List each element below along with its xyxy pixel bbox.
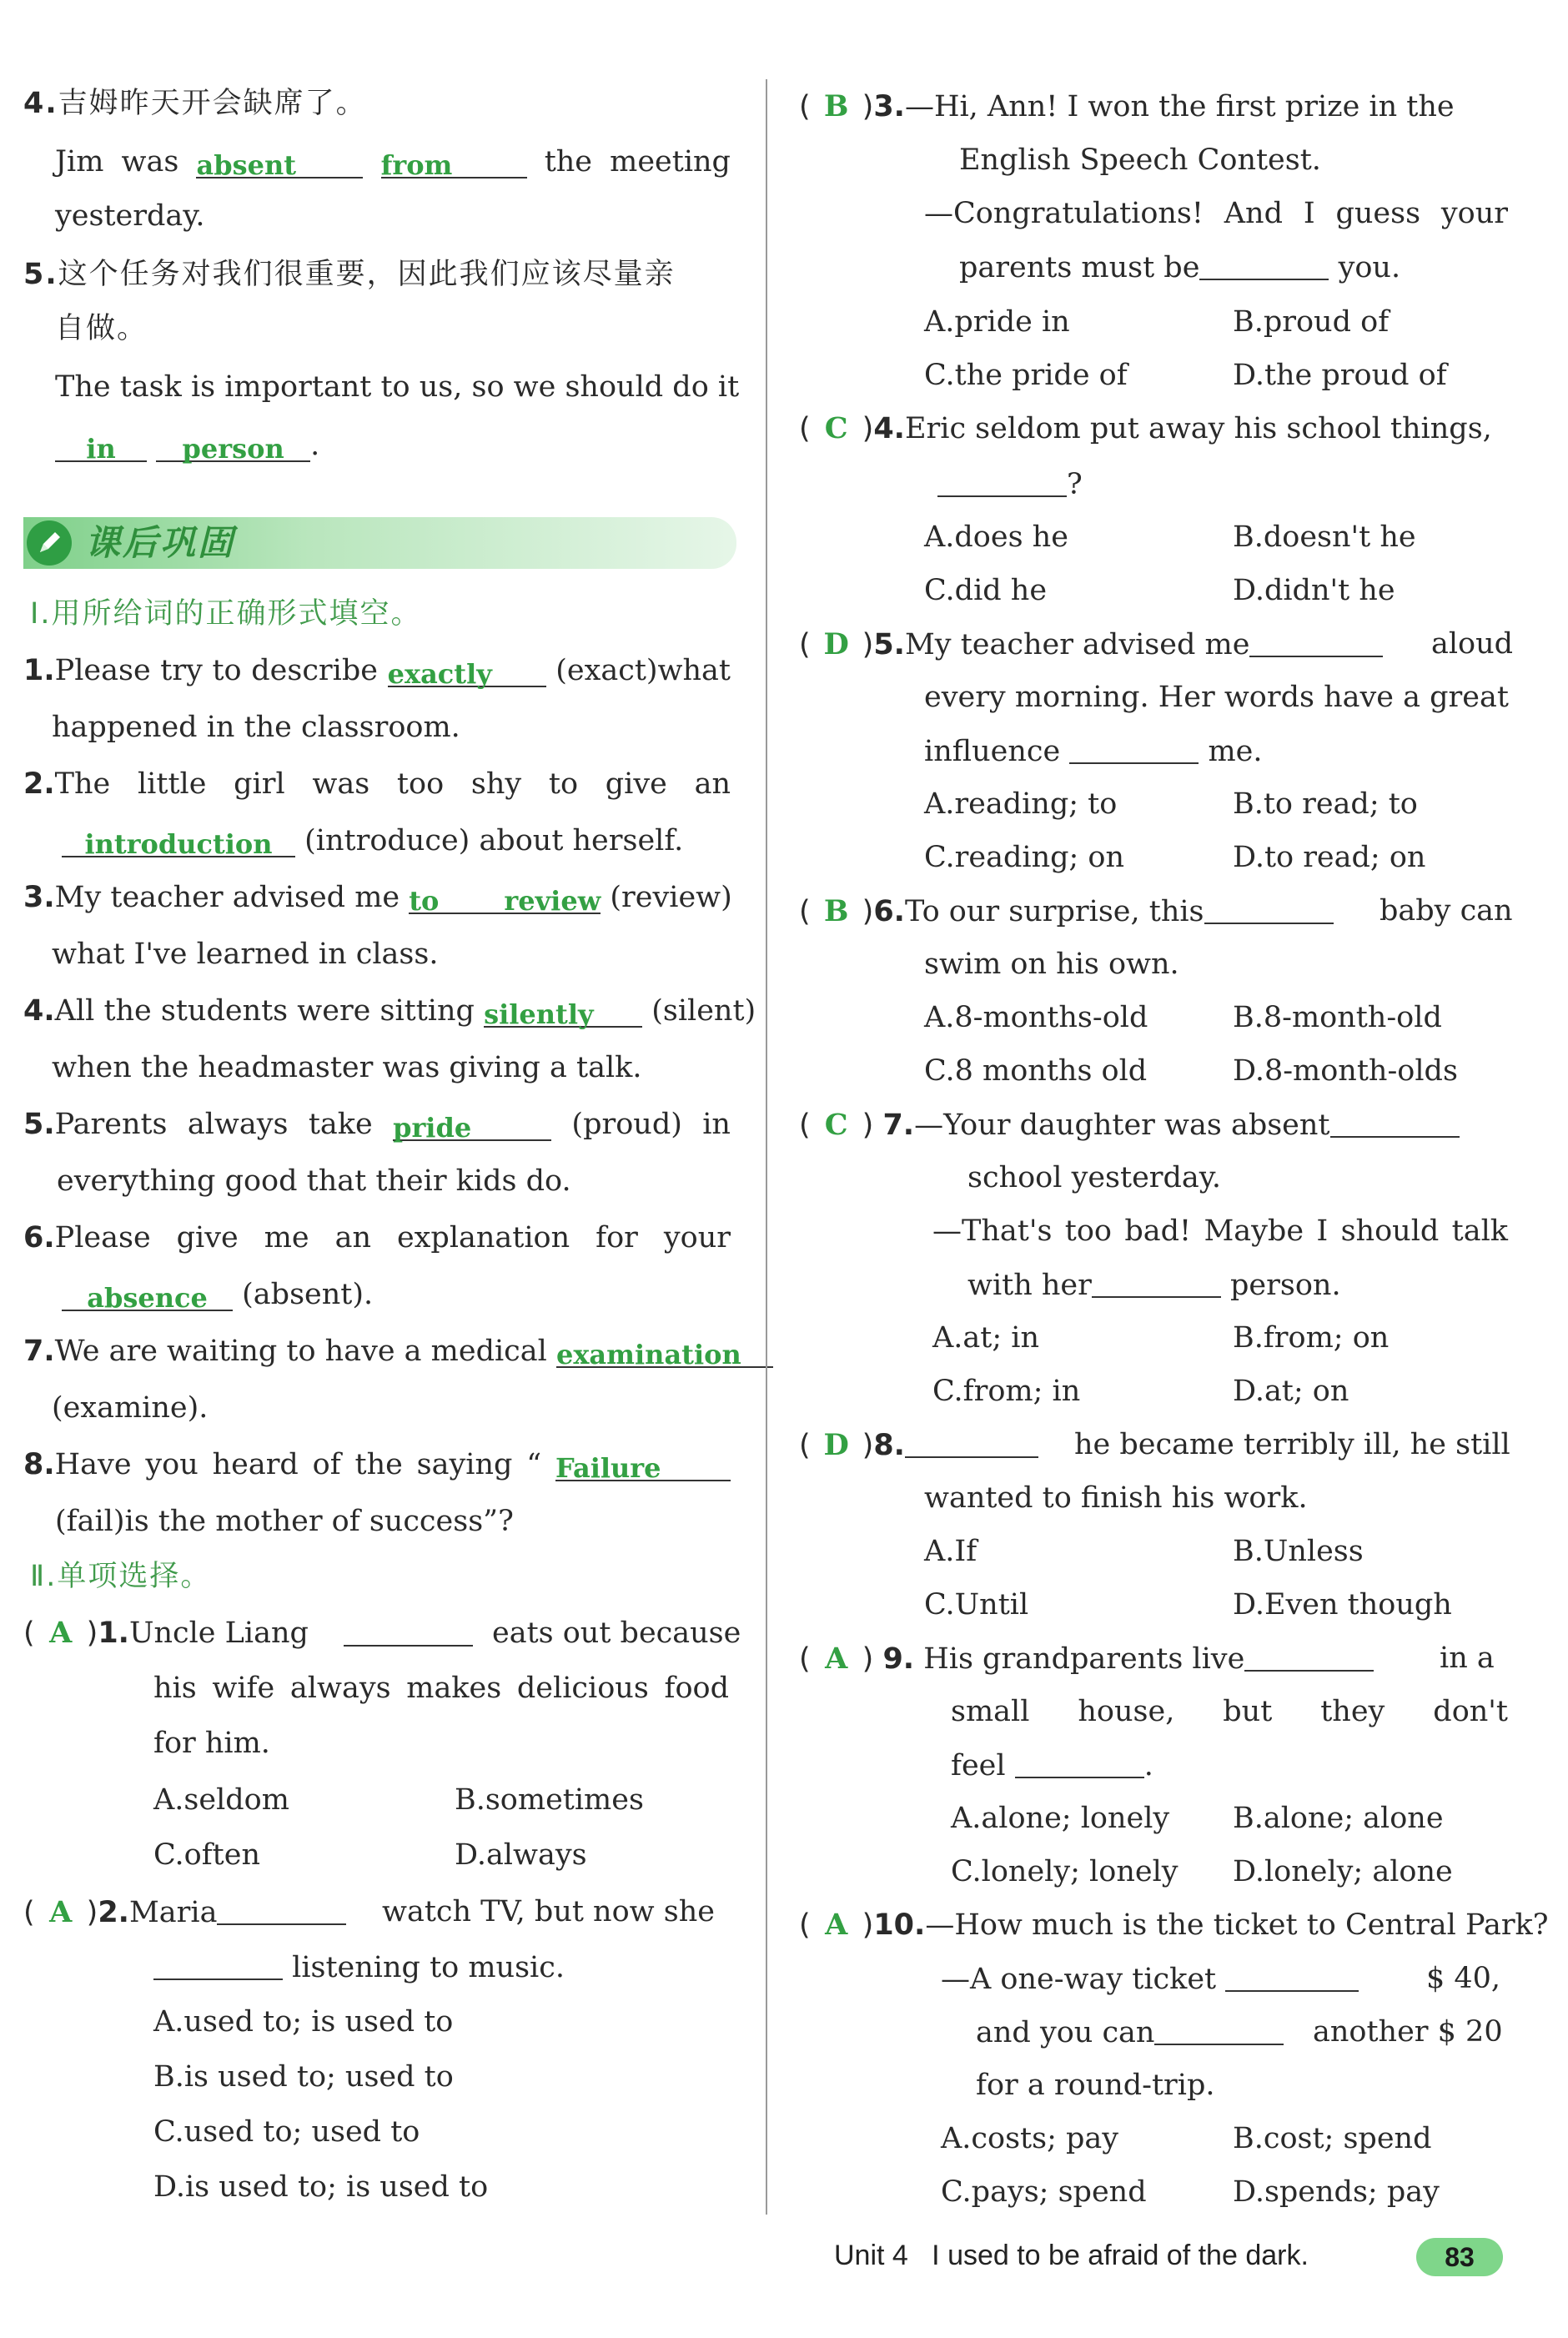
option-c[interactable]: C.the pride of [924,359,1128,392]
mc-item-8: ( D )8. [799,1425,1038,1466]
option-a[interactable]: A.If [924,1535,977,1568]
option-d[interactable]: D.always [455,1838,587,1872]
option-b[interactable]: B.is used to; used to [153,2060,454,2094]
option-b[interactable]: B.from; on [1233,1321,1390,1355]
mc-item-6: ( B )6.To our surprise, this [799,891,1334,932]
fill-item-2: 2.The little girl was too shy to give an [23,767,731,801]
mc-item-10: ( A )10.—How much is the ticket to Central Park? [799,1908,1549,1942]
option-c[interactable]: C.pays; spend [941,2175,1147,2209]
banner-title: 课后巩固 [85,522,236,563]
option-b[interactable]: B.8-month-old [1233,1001,1442,1034]
fill-item-1-cont: happened in the classroom. [52,711,460,744]
fill-item-8: 8.Have you heard of the saying “ Failure [23,1445,731,1485]
option-a[interactable]: A.does he [924,520,1068,554]
section-banner [23,517,736,569]
option-a[interactable]: A.alone; lonely [951,1802,1170,1835]
option-a[interactable]: A.used to; is used to [153,2005,454,2039]
q4-english: Jim was absent from the meeting [55,145,731,181]
q5-english: The task is important to us, so we should do it [55,370,740,404]
page-footer [834,2235,1309,2275]
mc-item-5: ( D )5.My teacher advised me [799,624,1383,665]
option-d[interactable]: D.at; on [1233,1375,1349,1408]
pencil-icon [27,520,72,566]
section-1-title: Ⅰ.用所给词的正确形式填空。 [30,597,422,631]
option-d[interactable]: D.spends; pay [1233,2175,1440,2209]
option-a[interactable]: A.seldom [153,1783,289,1817]
mc-item-7: ( C ) 7.—Your daughter was absent [799,1104,1460,1145]
mc-item-2: ( A )2.Maria [23,1892,346,1933]
option-c[interactable]: C.did he [924,574,1048,607]
fill-item-7: 7.We are waiting to have a medical examination [23,1331,731,1371]
option-c[interactable]: C.often [153,1838,261,1872]
option-b[interactable]: B.to read; to [1233,787,1418,821]
option-a[interactable]: A.reading; to [924,787,1118,821]
fill-item-1: 1.Please try to describe exactly (exact)what [23,654,731,690]
option-a[interactable]: A.pride in [924,305,1070,339]
option-c[interactable]: C.Until [924,1588,1029,1622]
mc-item-4: ( C )4.Eric seldom put away his school things, [799,411,1492,445]
option-b[interactable]: B.sometimes [455,1783,644,1817]
fill-item-6: 6.Please give me an explanation for your [23,1221,731,1254]
column-divider [766,79,767,2215]
q5-chinese: 5.这个任务对我们很重要，因此我们应该尽量亲 [23,258,676,291]
option-d[interactable]: D.lonely; alone [1233,1855,1453,1888]
unit-title: I used to be afraid of the dark. [932,2240,1309,2271]
answer-blank: from [381,145,527,178]
section-2-title: Ⅱ.单项选择。 [30,1560,212,1593]
fill-item-3-cont: what I've learned in class. [52,938,439,971]
page-number: 83 [1416,2238,1503,2276]
option-d[interactable]: D.Even though [1233,1588,1452,1622]
option-a[interactable]: A.at; in [932,1321,1039,1355]
option-a[interactable]: A.costs; pay [941,2122,1119,2155]
q4-chinese: 4.吉姆昨天开会缺席了。 [23,87,367,120]
fill-item-5: 5.Parents always take pride (proud) in [23,1108,731,1144]
mc-item-1-blank [344,1613,473,1654]
option-c[interactable]: C.used to; used to [153,2115,420,2149]
fill-item-5-cont: everything good that their kids do. [57,1164,571,1198]
option-c[interactable]: C.from; in [932,1375,1081,1408]
option-c[interactable]: C.reading; on [924,841,1125,874]
q4-english-cont: yesterday. [55,199,205,233]
option-b[interactable]: B.Unless [1233,1535,1364,1568]
fill-item-3: 3.My teacher advised me to review (review) [23,881,732,917]
q5-chinese-cont: 自做。 [55,312,148,345]
q5-english-cont: in person . [55,425,319,465]
option-d[interactable]: D.the proud of [1233,359,1447,392]
answer-blank: in [55,429,147,462]
option-b[interactable]: B.doesn't he [1233,520,1416,554]
option-c[interactable]: C.8 months old [924,1054,1148,1088]
fill-item-6-cont: absence (absent). [62,1275,373,1315]
option-c[interactable]: C.lonely; lonely [951,1855,1179,1888]
option-b[interactable]: B.alone; alone [1233,1802,1444,1835]
answer-blank: absent [196,145,363,178]
fill-item-7-cont: (examine). [52,1391,209,1425]
option-d[interactable]: D.didn't he [1233,574,1395,607]
fill-item-4-cont: when the headmaster was giving a talk. [52,1051,642,1084]
mc-item-3: ( B )3.—Hi, Ann! I won the first prize in the [799,89,1455,123]
fill-item-8-cont: (fail)is the mother of success”? [55,1505,514,1538]
option-d[interactable]: D.to read; on [1233,841,1426,874]
option-b[interactable]: B.proud of [1233,305,1390,339]
option-b[interactable]: B.cost; spend [1233,2122,1432,2155]
fill-item-2-cont: introduction (introduce) about herself. [62,821,683,861]
fill-item-4: 4.All the students were sitting silently (silent) [23,994,756,1030]
mc-item-9: ( A ) 9. His grandparents live [799,1638,1374,1679]
option-d[interactable]: D.8-month-olds [1233,1054,1458,1088]
unit-label: Unit 4 [834,2240,908,2271]
answer-blank: person [156,429,310,462]
option-a[interactable]: A.8-months-old [924,1001,1148,1034]
mc-item-1: ( A )1.Uncle Liang [23,1616,309,1650]
option-d[interactable]: D.is used to; is used to [153,2170,489,2204]
